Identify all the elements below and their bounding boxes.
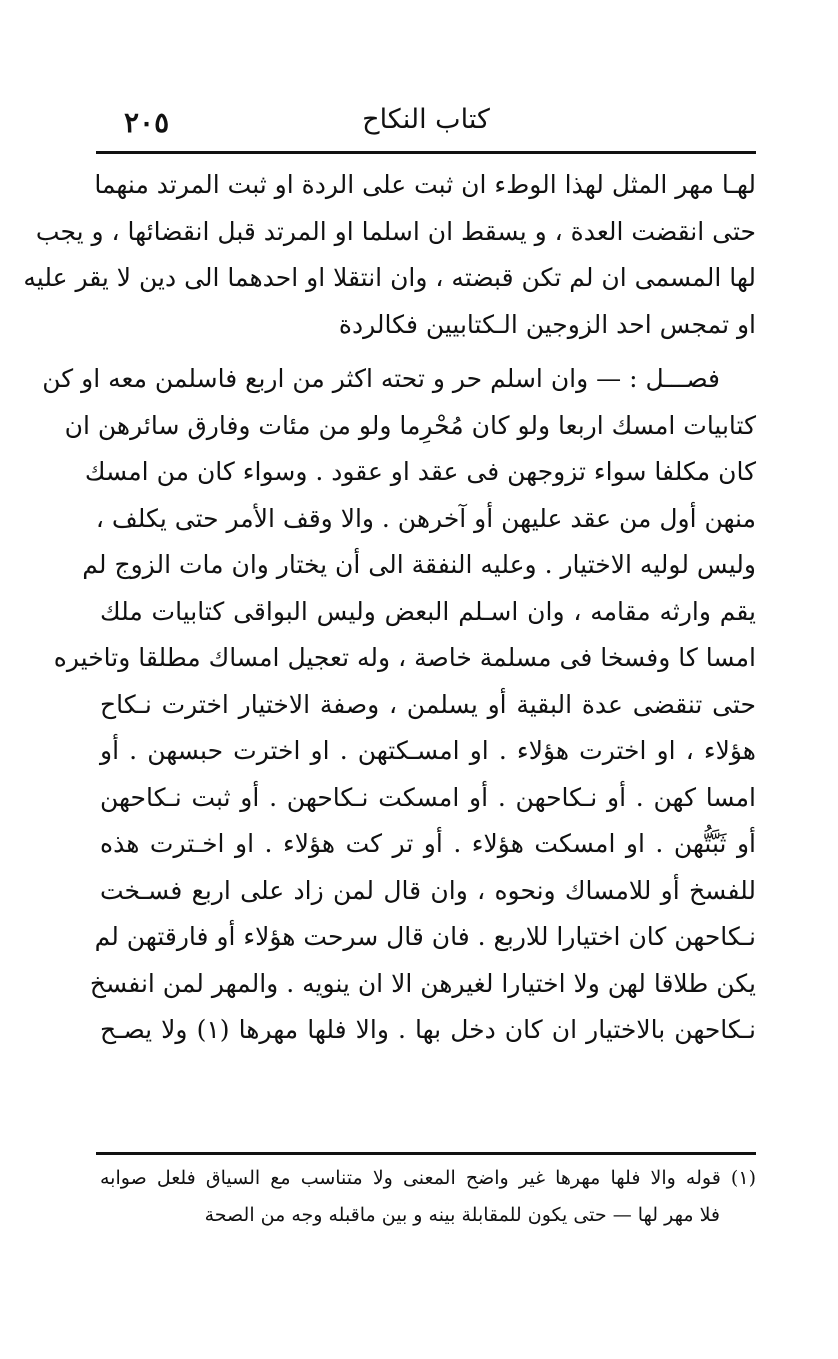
text-line: للفسخ أو للامساك ونحوه ، وان قال لمن زاد على اربع فسـخت (100, 875, 756, 905)
text-line: أو ثَبَّتُّهن . او امسكت هؤلاء . أو تر كت هؤلاء . او اخـترت هذه (100, 829, 756, 858)
text-line: نـكاحهن بالاختيار ان كان دخل بها . والا فلها مهرها (١) ولا يصـح (100, 1015, 756, 1044)
text-line: امسا كهن . أو نـكاحهن . أو امسكت نـكاحهن . أو ثبت نـكاحهن (100, 782, 756, 812)
text-line: كتابيات امسك اربعا ولو كان مُحْرِما ولو من مئات وفارق سائرهن ان (64, 410, 756, 440)
text-line: فصـــل : — وان اسلم حر و تحته اكثر من اربع فاسلمن معه او كن (42, 364, 720, 393)
text-line: او تمجس احد الزوجين الـكتابيين فكالردة (338, 309, 756, 339)
text-line: هؤلاء ، او اخترت هؤلاء . او امسـكتهن . او اخترت حبسهن . أو (100, 736, 756, 765)
text-line: وليس لوليه الاختيار . وعليه النفقة الى أن يختار وان مات الزوج لم (82, 550, 756, 579)
text-line: نـكاحهن كان اختيارا للاربع . فان قال سرحت هؤلاء أو فارقتهن لم (94, 922, 756, 951)
running-title: كتاب النكاح (362, 104, 490, 135)
footnote-line: فلا مهر لها — حتى يكون للمقابلة بينه و بين ماقبله وجه من الصحة (204, 1204, 720, 1226)
footnotes (100, 1160, 756, 1234)
text-line: امسا كا وفسخا فى مسلمة خاصة ، وله تعجيل امساك مطلقا وتاخيره (53, 643, 756, 672)
body-text (23, 162, 756, 1054)
text-line: حتى انقضت العدة ، و يسقط ان اسلما او المرتد قبل انقضائها ، و يجب (35, 216, 756, 246)
page-number: ٢٠٥ (124, 106, 170, 139)
text-line: يكن طلاقا لهن ولا اختيارا لغيرهن الا ان ينويه . والمهر لمن انفسخ (89, 968, 756, 998)
footnote-rule (96, 1152, 756, 1155)
text-line: يقم وارثه مقامه ، وان اسـلم البعض وليس البواقى كتابيات ملك (100, 596, 756, 626)
text-line: كان مكلفا سواء تزوجهن فى عقد او عقود . وسواء كان من امسك (84, 457, 756, 486)
header-rule (96, 151, 756, 154)
section-heading-line (42, 356, 756, 403)
page-header (96, 96, 756, 148)
text-line: منهن أول من عقد عليهن أو آخرهن . والا وقف الأمر حتى يكلف ، (95, 503, 756, 533)
text-line: حتى تنقضى عدة البقية أو يسلمن ، وصفة الاختيار اخترت نـكاح (100, 689, 756, 719)
text-line: لها المسمى ان لم تكن قبضته ، وان انتقلا او احدهما الى دين لا يقر عليه (23, 263, 756, 292)
footnote-line: (١) قوله والا فلها مهرها غير واضح المعنى ولا متناسب مع السياق فلعل صوابه (100, 1167, 756, 1189)
text-line: لهـا مهر المثل لهذا الوطء ان ثبت على الردة او ثبت المرتد منهما (94, 170, 756, 199)
